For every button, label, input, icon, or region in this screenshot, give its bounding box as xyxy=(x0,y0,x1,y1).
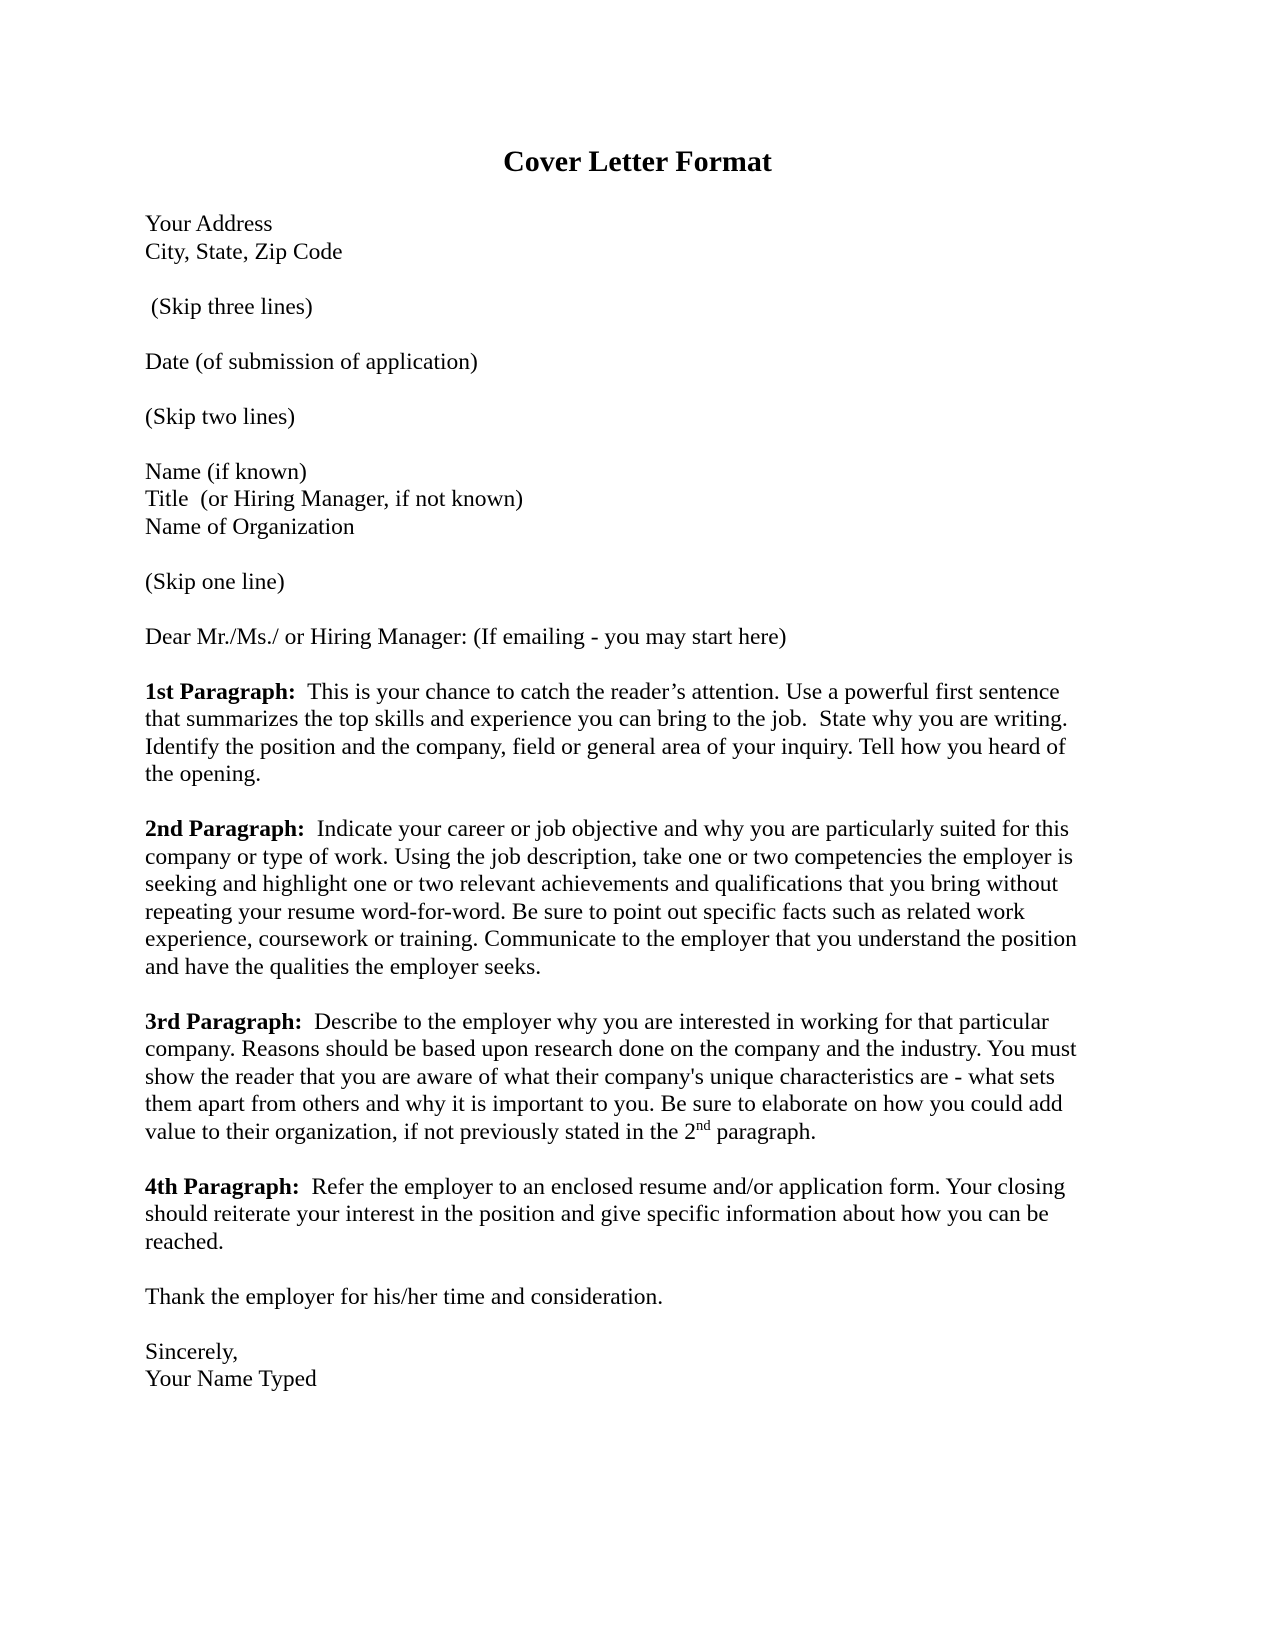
skip-three-lines-note xyxy=(145,294,1085,322)
text-run: Name of Organization xyxy=(145,513,355,540)
text-run: Your Address xyxy=(145,211,273,237)
paragraph-label: 1st Paragraph: xyxy=(145,678,296,705)
text-run: Date (of submission of application) xyxy=(145,348,478,375)
text-run: (Skip one line) xyxy=(145,568,285,595)
text-run: (Skip two lines) xyxy=(145,403,296,430)
address-block xyxy=(145,211,1085,266)
signature-block xyxy=(145,1339,1085,1394)
ordinal-superscript: nd xyxy=(696,1117,711,1134)
salutation-line xyxy=(145,624,1085,652)
skip-one-line-note xyxy=(145,569,1085,597)
text-run: Dear Mr./Ms./ or Hiring Manager: (If emailing - you may start here) xyxy=(145,623,787,650)
paragraph-label: 4th Paragraph: xyxy=(145,1173,300,1200)
text-run: paragraph. xyxy=(710,1118,817,1145)
paragraph-4 xyxy=(145,1174,1085,1257)
text-run: Thank the employer for his/her time and consideration. xyxy=(145,1283,664,1310)
text-run: City, State, Zip Code xyxy=(145,238,343,265)
paragraph-1 xyxy=(145,679,1085,789)
paragraph-label: 2nd Paragraph: xyxy=(145,816,305,842)
paragraph-2 xyxy=(145,816,1085,981)
text-run: Describe to the employer why you are interested in working for that particular company. Reasons should be based upon research done on the company and the industry. You must show the reader that you are aware of what their company's unique characteristics are - what sets them apart from others and why it is important to you. Be sure to elaborate on how you could add value to their organization, if not previously stated in the 2 xyxy=(145,1008,1083,1145)
paragraph-3 xyxy=(145,1009,1085,1147)
recipient-block xyxy=(145,459,1085,542)
thank-you-line xyxy=(145,1284,1085,1312)
document-title: Cover Letter Format xyxy=(503,145,772,178)
date-line xyxy=(145,349,1085,377)
text-run: Refer the employer to an enclosed resume and/or application form. Your closing should reiterate your interest in the position and give specific information about how you can be reached. xyxy=(145,1173,1072,1255)
document-body xyxy=(145,211,1085,1394)
text-run: Sincerely, xyxy=(145,1338,239,1365)
text-run: This is your chance to catch the reader’s attention. Use a powerful first sentence that summarizes the top skills and experience you can bring to the job. State why you are writing. Identify the position and the company, field or general area of your inquiry. Tell how you heard of the opening. xyxy=(145,678,1074,787)
text-run: Your Name Typed xyxy=(145,1366,317,1392)
text-run: Indicate your career or job objective and why you are particularly suited for this company or type of work. Using the job description, take one or two competencies the employer is seeking and highlight one or two relevant achievements and qualifications that you bring without repeating your resume word-for-word. Be sure to point out specific facts such as related work experience, coursework or training. Communicate to the employer that you understand the position and have the qualities the employer seeks. xyxy=(145,816,1083,980)
text-run: (Skip three lines) xyxy=(145,293,313,320)
skip-two-lines-note xyxy=(145,404,1085,432)
text-run: Name (if known) xyxy=(145,458,307,485)
paragraph-label: 3rd Paragraph: xyxy=(145,1008,303,1035)
text-run: Title (or Hiring Manager, if not known) xyxy=(145,486,524,512)
